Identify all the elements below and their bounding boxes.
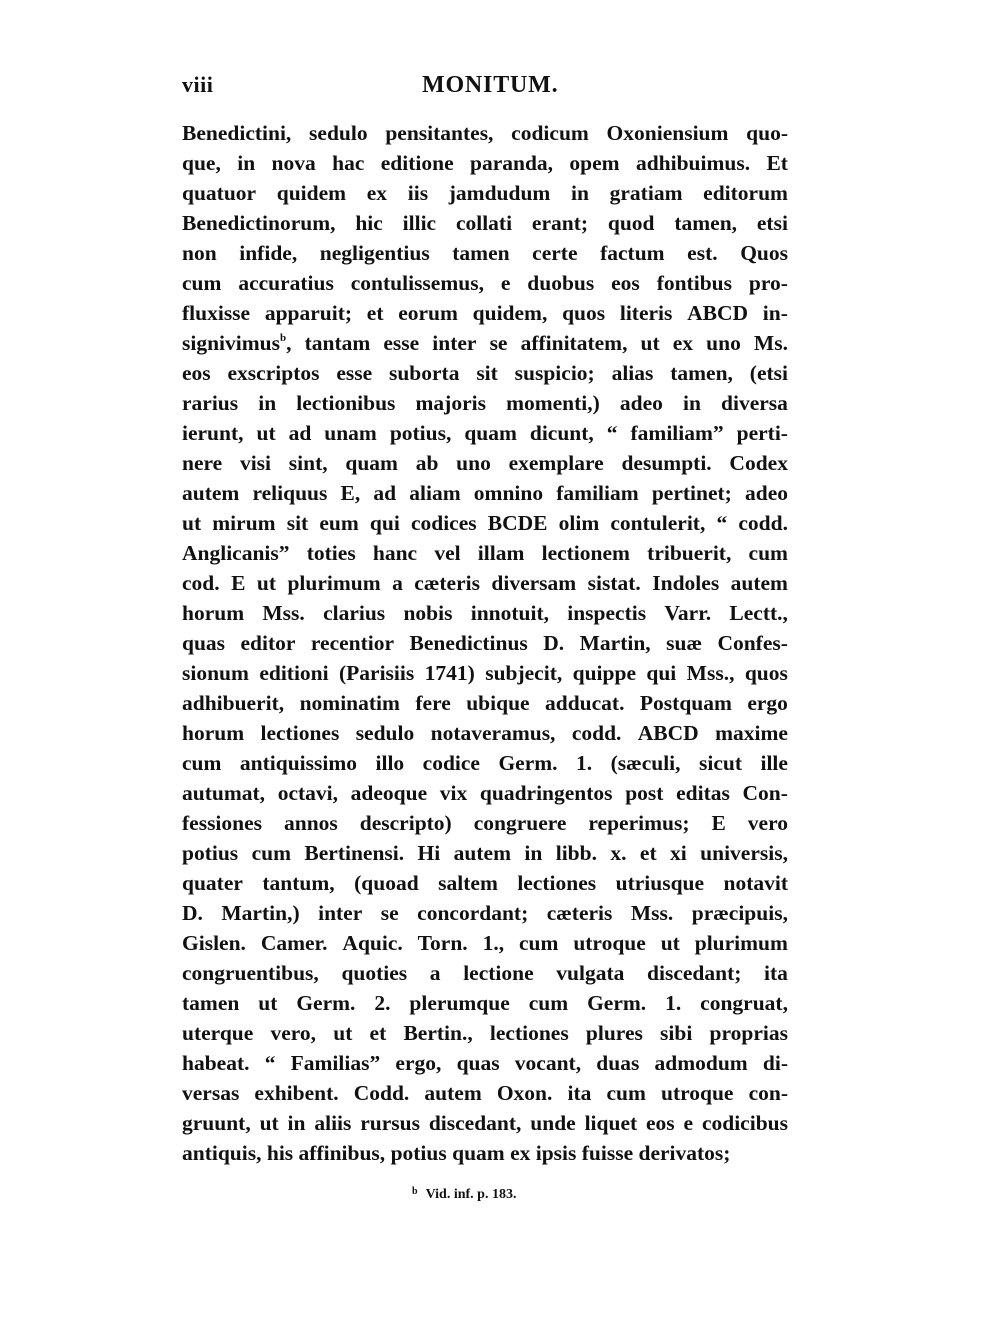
text-line: tamen ut Germ. 2. plerumque cum Germ. 1. congruat, (182, 991, 788, 1015)
text-line: potius cum Bertinensi. Hi autem in libb. x. et xi universis, (182, 841, 788, 865)
text-line: horum lectiones sedulo notaveramus, codd. ABCD maxime (182, 721, 788, 745)
text-line: gruunt, ut in aliis rursus discedant, unde liquet eos e codicibus (182, 1111, 788, 1135)
text-line: quas editor recentior Benedictinus D. Martin, suæ Confes- (182, 631, 788, 655)
text-line: Benedictini, sedulo pensitantes, codicum Oxoniensium quo- (182, 121, 788, 145)
page-header (182, 72, 788, 106)
text-line: congruentibus, quoties a lectione vulgata discedant; ita (182, 961, 788, 985)
text-line: versas exhibent. Codd. autem Oxon. ita cum utroque con- (182, 1081, 788, 1105)
text-line: rarius in lectionibus majoris momenti,) adeo in diversa (182, 391, 788, 415)
text-line: sionum editioni (Parisiis 1741) subjecit, quippe qui Mss., quos (182, 661, 788, 685)
text-line: quatuor quidem ex iis jamdudum in gratiam editorum (182, 181, 788, 205)
footnote-marker: b (412, 1186, 418, 1197)
running-title: MONITUM. (422, 72, 559, 98)
text-line: autumat, octavi, adeoque vix quadringentos post editas Con- (182, 781, 788, 805)
text-line: habeat. “ Familias” ergo, quas vocant, duas admodum di- (182, 1051, 788, 1075)
text-line: ut mirum sit eum qui codices BCDE olim contulerit, “ codd. (182, 511, 788, 535)
text-line: fluxisse apparuit; et eorum quidem, quos literis ABCD in- (182, 301, 788, 325)
text-line: antiquis, his affinibus, potius quam ex ipsis fuisse derivatos; (182, 1141, 731, 1165)
text-line: autem reliquus E, ad aliam omnino familiam pertinet; adeo (182, 481, 788, 505)
footnote-text: Vid. inf. p. 183. (425, 1187, 517, 1202)
text-line: quater tantum, (quoad saltem lectiones utriusque notavit (182, 871, 788, 895)
text-line: adhibuerit, nominatim fere ubique adducat. Postquam ergo (182, 691, 788, 715)
text-line: Benedictinorum, hic illic collati erant; quod tamen, etsi (182, 211, 788, 235)
page-number: viii (182, 72, 214, 97)
text-line: non infide, negligentius tamen certe factum est. Quos (182, 241, 788, 265)
text-line: signivimus$^b$, tantam esse inter se affinitatem, ut ex uno Ms. (182, 331, 788, 355)
text-line: que, in nova hac editione paranda, opem adhibuimus. Et (182, 151, 788, 175)
text-line: Gislen. Camer. Aquic. Torn. 1., cum utroque ut plurimum (182, 931, 788, 955)
text-line: D. Martin,) inter se concordant; cæteris Mss. præcipuis, (182, 901, 788, 925)
text-line: ierunt, ut ad unam potius, quam dicunt, “ familiam” perti- (182, 421, 788, 445)
text-line: cum antiquissimo illo codice Germ. 1. (sæculi, sicut ille (182, 751, 788, 775)
body-text (182, 118, 788, 1168)
footnote (412, 1186, 516, 1203)
text-line: fessiones annos descripto) congruere reperimus; E vero (182, 811, 788, 835)
text-line: uterque vero, ut et Bertin., lectiones plures sibi proprias (182, 1021, 788, 1045)
text-line: Anglicanis” toties hanc vel illam lectionem tribuerit, cum (182, 541, 788, 565)
text-line: horum Mss. clarius nobis innotuit, inspectis Varr. Lectt., (182, 601, 788, 625)
text-line: cod. E ut plurimum a cæteris diversam sistat. Indoles autem (182, 571, 788, 595)
text-line: nere visi sint, quam ab uno exemplare desumpti. Codex (182, 451, 788, 475)
text-line: eos exscriptos esse suborta sit suspicio; alias tamen, (etsi (182, 361, 788, 385)
text-line: cum accuratius contulissemus, e duobus eos fontibus pro- (182, 271, 788, 295)
